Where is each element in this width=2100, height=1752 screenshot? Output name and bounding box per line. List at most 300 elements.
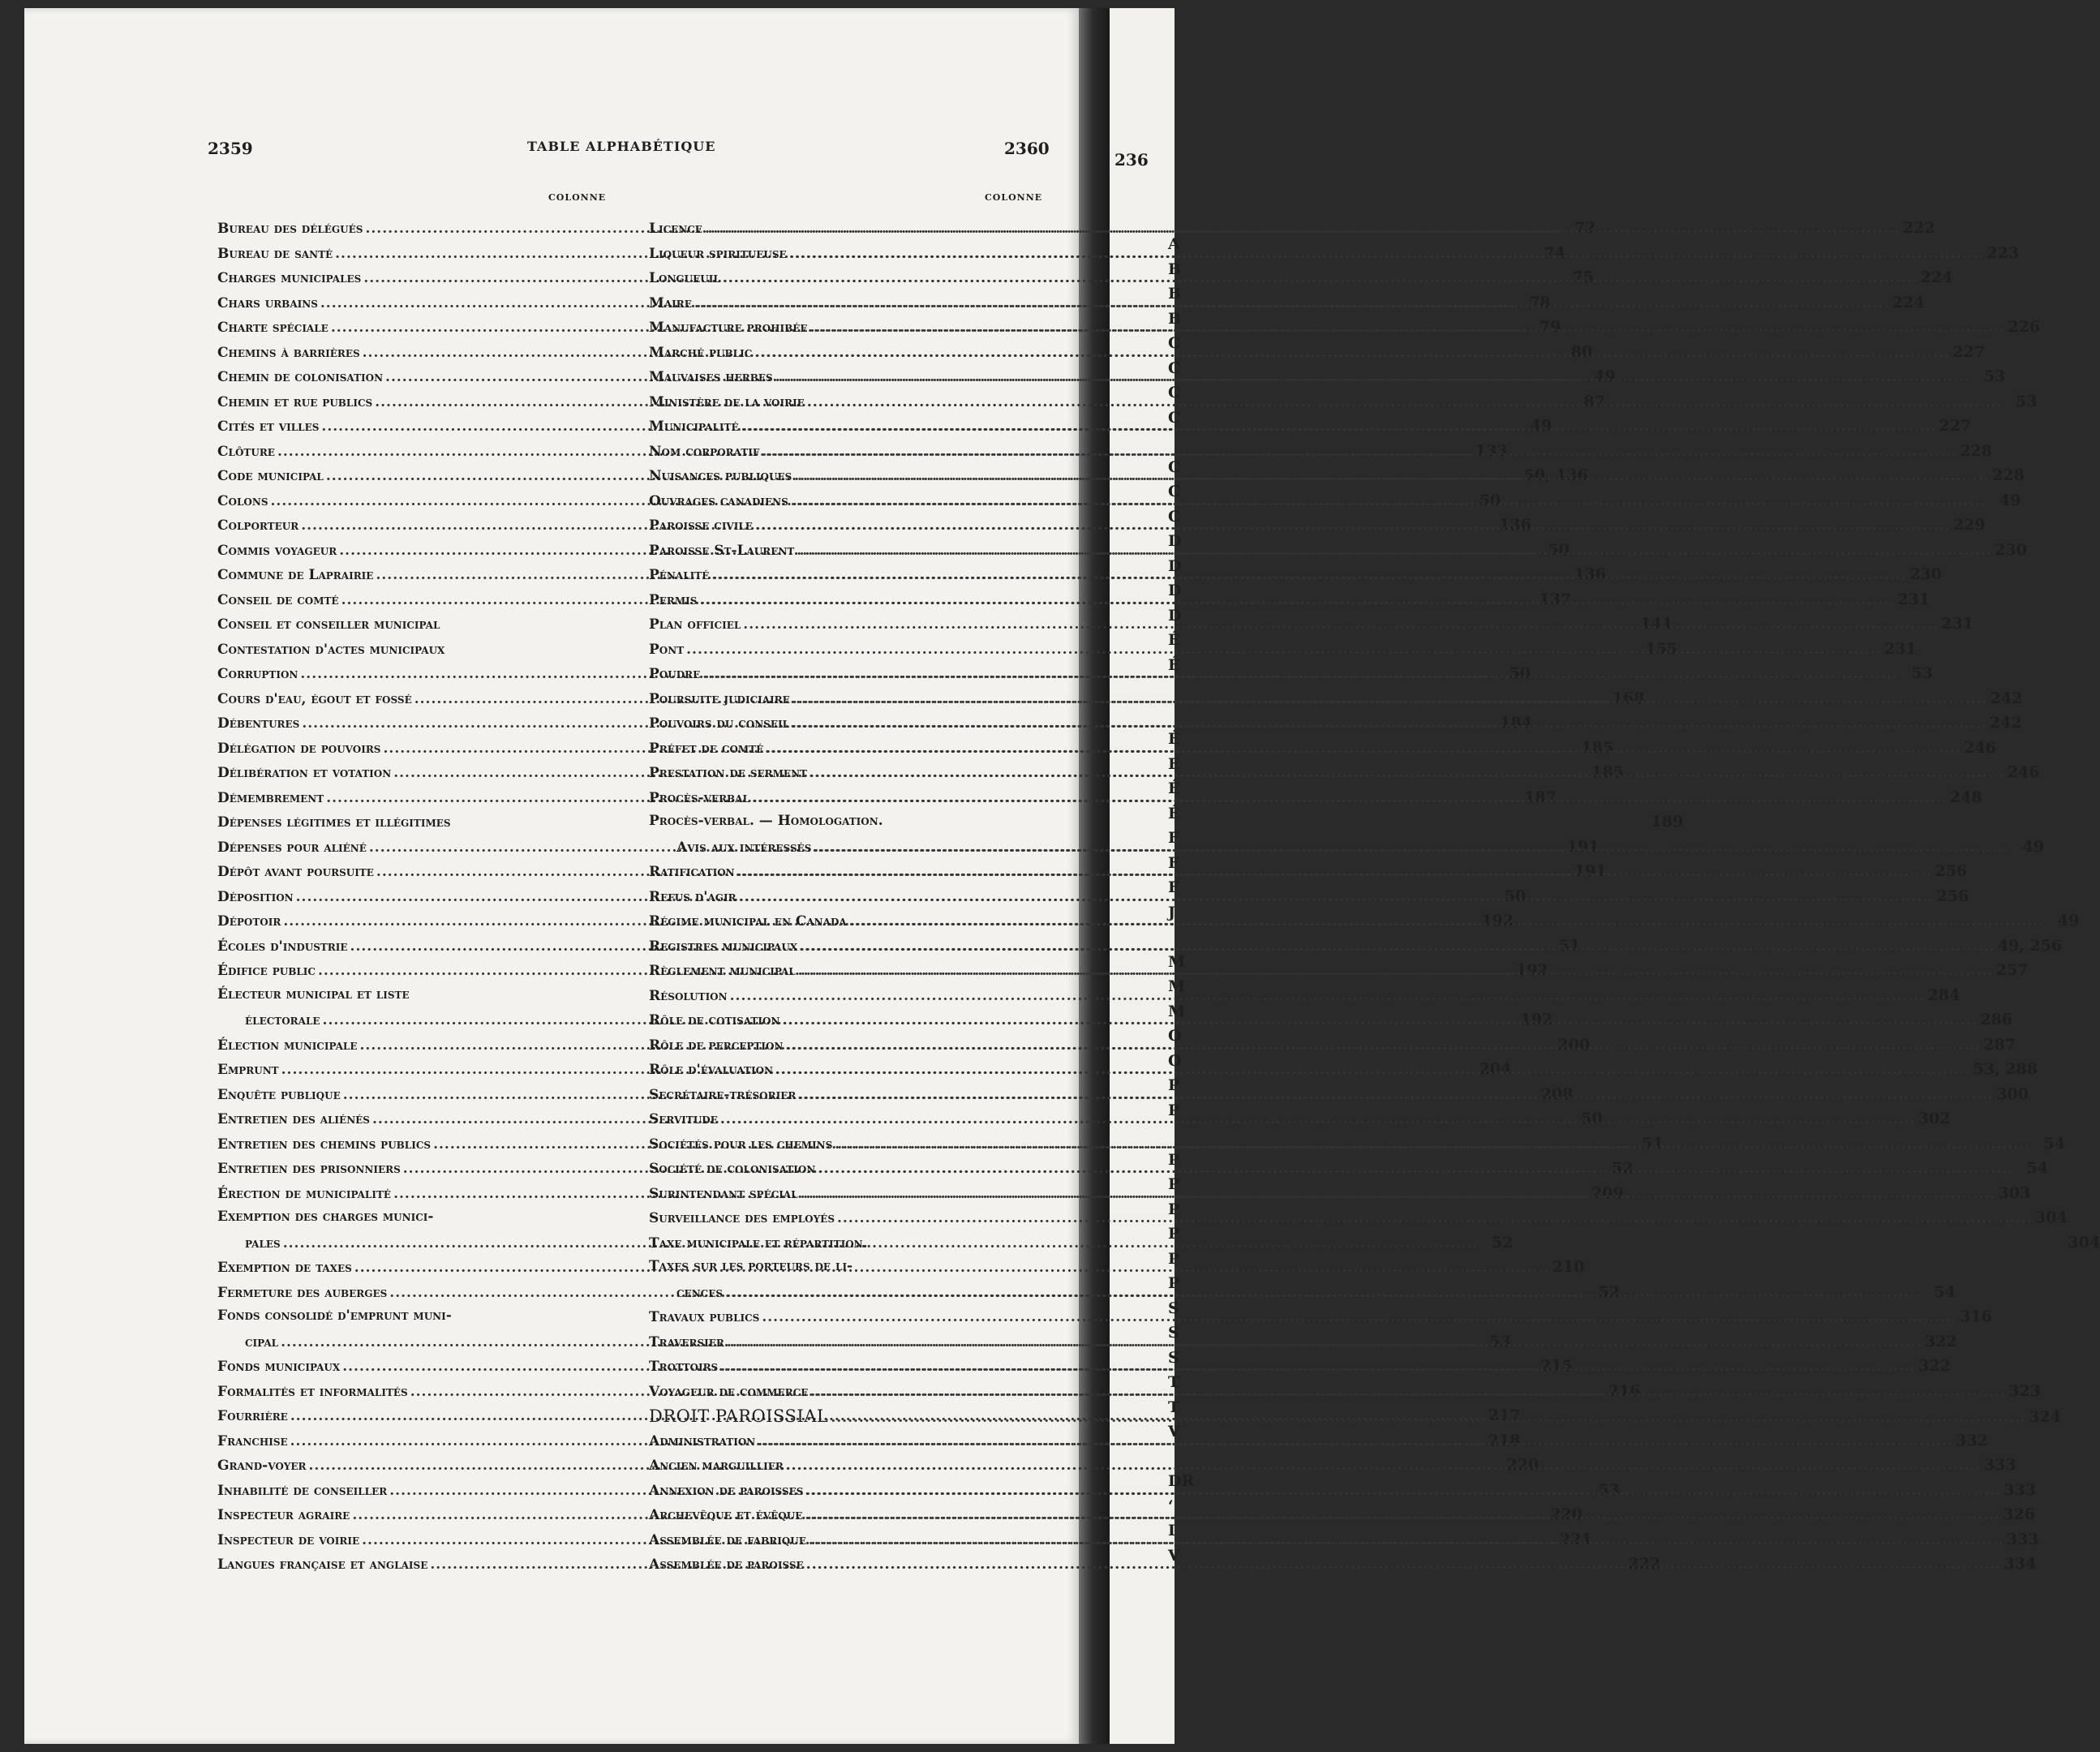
entry-column-number: 208 [1540, 1084, 1574, 1103]
entry-column-number: 304 [2068, 1233, 2100, 1252]
next-page-initial: O [1168, 1051, 1182, 1070]
entry-label: Débentures [217, 715, 300, 732]
leader-dots [798, 1084, 1994, 1103]
entry-column-number: 136 [1574, 565, 1607, 583]
next-page-initial: C [1168, 483, 1181, 500]
entry-column-number: 49, 256 [1997, 936, 2063, 955]
entry-column-number: 231 [1897, 590, 1930, 608]
next-page-initial: C [1168, 334, 1181, 352]
entry-label: Écoles d'industrie [217, 938, 348, 955]
entry-column-number: 78 [1529, 293, 1551, 311]
next-page-initial: C [1168, 384, 1181, 402]
entry-label: Administration [649, 1432, 756, 1449]
entry-label: Ratification [649, 864, 735, 880]
entry-column-number: 302 [1917, 1110, 1951, 1127]
entry-column-number: 53, 288 [1973, 1060, 2038, 1078]
entry-column-number: 191 [1574, 862, 1607, 880]
entry-label: Chemin de colonisation [217, 369, 384, 385]
entry-column-number: 221 [1560, 1530, 1592, 1548]
entry-column-number: 256 [1935, 862, 1968, 880]
entry-label: Conseil de comté [217, 591, 339, 608]
entry-column-number: 185 [1581, 738, 1614, 757]
entry-label: Refus d'agir [649, 888, 737, 905]
entry-column-number: 304 [2034, 1209, 2068, 1226]
entry-column-number: 303 [1998, 1183, 2031, 1202]
entry-column-number: 155 [1645, 639, 1678, 658]
entry-column-number: 300 [1996, 1084, 2029, 1103]
entry-label: Démembrement [217, 789, 324, 806]
index-entry [649, 1209, 2068, 1234]
entry-label: Règlement municipal [649, 963, 796, 979]
entry-label: électorale [245, 1012, 320, 1028]
next-page-initial: É [1168, 779, 1180, 797]
leader-dots [785, 1037, 1981, 1054]
leader-dots [727, 1334, 1922, 1350]
entry-column-number: 52 [1611, 1159, 1634, 1177]
index-entry [649, 1308, 1992, 1333]
entry-column-number: 333 [2006, 1530, 2039, 1548]
leader-dots [818, 1161, 2013, 1177]
entry-column-number: 141 [1640, 615, 1673, 633]
next-page-initial: É [1168, 655, 1180, 674]
entry-label: Dépenses légitimes et illégitimes [217, 814, 451, 831]
leader-dots [752, 790, 1948, 806]
leader-dots [766, 738, 1961, 757]
entry-label: Archevêque et évêque [649, 1507, 803, 1523]
entry-column-number: 227 [1952, 342, 1985, 361]
entry-label: Entretien des aliénés [217, 1111, 370, 1127]
entry-label: Registres municipaux [649, 938, 798, 955]
entry-label: Résolution [649, 987, 728, 1004]
leader-dots [789, 243, 1985, 262]
entry-label: Paroisse St-Laurent [649, 542, 795, 559]
next-page-initial: P [1168, 1249, 1180, 1268]
entry-label: Ancien marguillier [649, 1458, 784, 1474]
entry-label: Cours d'eau, égout et fossé [217, 690, 412, 707]
entry-column-number: 209 [1591, 1183, 1624, 1202]
entry-label: Mauvaises herbes [649, 369, 773, 385]
next-page-initial: B [1168, 260, 1182, 278]
entry-label: Chemin et rue publics [217, 393, 373, 410]
entry-column-number: 224 [1892, 293, 1925, 311]
entry-column-number: 189 [1651, 813, 1684, 831]
entry-label: Exemption des charges munici- [217, 1209, 434, 1225]
next-page-initial: P [1168, 1200, 1180, 1218]
entry-column-number: 222 [1628, 1555, 1660, 1573]
next-page-initial: P [1168, 1101, 1180, 1119]
next-page-initial: I [1168, 1522, 1175, 1539]
entry-label: Conseil et conseiller municipal [217, 616, 440, 633]
entry-label: Trottoirs [649, 1359, 719, 1375]
entry-column-number: 72 [1574, 219, 1596, 237]
entry-column-number: 215 [1540, 1357, 1573, 1375]
entry-label: Corruption [217, 666, 298, 682]
next-page-initial: C [1168, 457, 1181, 476]
entry-column-number: 49 [2057, 912, 2080, 930]
entry-column-number: 136 [1499, 516, 1531, 534]
next-page-initial: V [1168, 1546, 1180, 1565]
entry-column-number: 248 [1949, 788, 1982, 806]
entry-label: Inhabilité de conseiller [217, 1482, 388, 1499]
entry-label: Pont [649, 641, 685, 658]
next-page-initial: D [1168, 556, 1182, 575]
entry-column-number: 333 [2003, 1480, 2037, 1499]
next-page-initial: B [1168, 309, 1182, 328]
entry-column-number: 286 [1980, 1011, 2013, 1028]
index-entry [649, 986, 1960, 1011]
next-page-initial: C [1168, 408, 1181, 427]
entry-label: Sociétés pour les chemins [649, 1136, 833, 1153]
entry-label: Bureau des délégués [217, 221, 363, 237]
entry-column-number: 217 [1488, 1406, 1521, 1424]
entry-label: Fonds consolidé d'emprunt muni- [217, 1308, 452, 1324]
next-page-initial: ‘ [1168, 1496, 1174, 1515]
leader-dots [786, 1458, 1982, 1474]
entry-column-number: 192 [1515, 961, 1548, 979]
entry-label: Plan officiel [649, 616, 741, 633]
entry-column-number: 52 [1598, 1282, 1620, 1301]
entry-label: Paroisse civile [649, 517, 753, 534]
entry-label: Chars urbains [217, 294, 318, 311]
entry-column-number: 242 [1990, 714, 2022, 732]
next-page-initial: F [1168, 829, 1179, 847]
entry-label: Manufacture prohibée [649, 320, 808, 336]
entry-column-number: 326 [2003, 1505, 2035, 1523]
next-page-initial: P [1168, 1225, 1180, 1243]
index-entry [649, 813, 1048, 838]
leader-dots [743, 616, 1939, 633]
entry-label: Maire [649, 294, 692, 311]
entry-column-number: 49 [2022, 837, 2045, 856]
entry-label: Franchise [217, 1432, 288, 1449]
entry-label: Dépenses pour aliéné [217, 839, 367, 856]
next-page-initial: D [1168, 532, 1182, 550]
entry-column-number: 49 [1530, 417, 1552, 435]
entry-label: Licence [649, 221, 702, 237]
entry-label: Charte spéciale [217, 320, 329, 336]
entry-column-number: 257 [1995, 961, 2029, 979]
next-page-initial: E [1168, 754, 1180, 773]
entry-label: Contestation d'actes municipaux [217, 641, 445, 658]
next-page-initial: DR [1168, 1472, 1195, 1490]
entry-label: Permis [649, 591, 698, 608]
entry-column-number: 322 [1918, 1357, 1951, 1375]
index-entry [217, 1209, 615, 1234]
leader-dots [794, 468, 1990, 484]
right-page-number: 2360 [1004, 139, 1050, 158]
entry-label: Traversier [649, 1333, 724, 1350]
next-page-initial: B [1168, 285, 1182, 303]
entry-column-number: 256 [1936, 887, 1969, 905]
entry-column-number: 192 [1481, 912, 1514, 930]
entry-column-number: 216 [1608, 1381, 1641, 1400]
column-label-left: COLONNE [548, 192, 607, 203]
leader-dots [699, 592, 1895, 608]
entry-label: Charges municipales [217, 270, 362, 286]
leader-dots [806, 1557, 2002, 1573]
entry-label: Érection de municipalité [217, 1185, 392, 1202]
index-entry [217, 1308, 615, 1333]
leader-dots [720, 1111, 1916, 1127]
entry-column-number: 324 [2029, 1408, 2061, 1426]
next-page-initial: T [1168, 1373, 1180, 1391]
leader-dots [807, 394, 2003, 410]
entry-label: Bureau de santé [217, 245, 333, 262]
next-page-initial: F [1168, 853, 1179, 872]
entry-label: cipal [245, 1333, 279, 1350]
entry-label: Secrétaire-trésorier [649, 1086, 797, 1103]
next-page-initial: C [1168, 359, 1181, 377]
next-page-initial: P [1168, 1150, 1180, 1169]
next-page-initial: J [1168, 903, 1175, 921]
leader-dots [754, 342, 1950, 361]
next-page-initial: V [1168, 1423, 1180, 1441]
entry-label: Clôture [217, 443, 275, 460]
entry-label: DROIT PAROISSIAL [649, 1406, 829, 1426]
entry-label: Grand-voyer [217, 1458, 307, 1474]
leader-dots [739, 889, 1935, 905]
entry-label: Inspecteur de voirie [217, 1531, 360, 1548]
entry-label: Déposition [217, 888, 294, 905]
entry-label: Ministère de la voirie [649, 393, 805, 410]
entry-column-number: 53 [2016, 392, 2038, 410]
leader-dots [702, 666, 1898, 682]
leader-dots [801, 1183, 1996, 1202]
entry-label: Nom corporatif [649, 443, 760, 460]
entry-column-number: 53 [1489, 1332, 1511, 1350]
entry-label: Dépotoir [217, 913, 281, 930]
leader-dots [800, 938, 1995, 955]
page-title: TABLE ALPHABÉTIQUE [527, 139, 716, 154]
entry-label: Procès-verbal. — Homologation. [649, 813, 883, 829]
entry-label: Entretien des prisonniers [217, 1161, 401, 1177]
entry-column-number: 51 [1558, 936, 1581, 955]
entry-label: Délégation de pouvoirs [217, 740, 381, 757]
next-page-initial: A [1168, 235, 1180, 253]
entry-column-number: 322 [1924, 1332, 1957, 1350]
entry-column-number: 191 [1566, 837, 1600, 856]
entry-label: Commis voyageur [217, 542, 337, 559]
leader-dots [792, 691, 1988, 707]
entry-column-number: 74 [1544, 243, 1565, 262]
entry-label: Fonds municipaux [217, 1359, 341, 1375]
entry-column-number: 284 [1927, 986, 1960, 1004]
entry-label: Électeur municipal et liste [217, 986, 410, 1003]
leader-dots [737, 864, 1933, 880]
entry-label: Procès-verbal [649, 789, 749, 806]
next-page-initial: É [1168, 730, 1180, 748]
entry-column-number: 220 [1506, 1456, 1540, 1474]
entry-column-number: 79 [1540, 318, 1561, 336]
index-entry [217, 986, 615, 1011]
entry-column-number: 231 [1941, 615, 1973, 633]
next-page-initial: D [1168, 582, 1182, 599]
next-page-initial: T [1168, 1398, 1180, 1416]
entry-label: Délibération et votation [217, 765, 392, 781]
entry-label: cences [676, 1284, 724, 1301]
entry-label: Assemblée de fabrique [649, 1531, 806, 1548]
next-page-initial: M [1168, 1002, 1186, 1020]
entry-column-number: 184 [1500, 714, 1532, 732]
entry-column-number: 228 [1992, 466, 2025, 484]
entry-label: Élection municipale [217, 1037, 358, 1054]
entry-column-number: 246 [2007, 763, 2040, 781]
leader-dots [723, 270, 1918, 286]
entry-label: Commune de Laprairie [217, 567, 374, 583]
leader-dots [711, 567, 1907, 583]
next-page-initial: F [1168, 878, 1179, 896]
entry-column-number: 75 [1572, 268, 1594, 286]
entry-label: Taxes sur les porteurs de li- [649, 1258, 853, 1274]
entry-label: Pénalité [649, 567, 710, 583]
entry-column-number: 222 [1902, 219, 1935, 237]
entry-label: Travaux publics [649, 1309, 760, 1325]
entry-column-number: 133 [1475, 441, 1508, 460]
entry-label: Assemblée de paroisse [649, 1557, 804, 1573]
entry-column-number: 230 [1995, 540, 2027, 559]
entry-label: Édifice public [217, 963, 316, 979]
entry-column-number: 192 [1520, 1011, 1553, 1028]
entry-column-number: 49 [1594, 367, 1616, 385]
leader-dots [849, 913, 2045, 930]
entry-column-number: 246 [1964, 738, 1996, 757]
entry-column-number: 50 [1504, 887, 1527, 905]
leader-dots [791, 493, 1986, 509]
entry-label: Annexion de paroisses [649, 1482, 804, 1499]
leader-dots [694, 295, 1890, 311]
entry-label: Ouvrages canadiens [649, 492, 788, 509]
next-page-initial: P [1168, 1274, 1180, 1292]
leader-dots [758, 1433, 1953, 1449]
entry-column-number: 53 [1983, 367, 2006, 385]
entry-label: Dépôt avant poursuite [217, 864, 374, 880]
entry-column-number: 87 [1583, 392, 1605, 410]
entry-column-number: 227 [1939, 417, 1972, 435]
entry-column-number: 210 [1552, 1258, 1585, 1276]
next-page-initial: M [1168, 977, 1186, 995]
leader-dots [831, 1410, 2026, 1426]
entry-label: Avis aux intéressés [676, 839, 812, 856]
entry-column-number: 51 [1642, 1134, 1664, 1153]
next-page-initial: S [1168, 1299, 1179, 1317]
leader-dots [792, 715, 1987, 732]
next-page-initial: P [1168, 1175, 1180, 1193]
entry-column-number: 220 [1550, 1505, 1583, 1523]
entry-column-number: 187 [1524, 788, 1557, 806]
next-page-initial: M [1168, 952, 1186, 971]
next-page-initial: O [1168, 1027, 1182, 1045]
entry-label: Rôle de cotisation [649, 1012, 780, 1028]
entry-column-number: 200 [1557, 1035, 1591, 1054]
entry-label: Cités et villes [217, 419, 320, 435]
leader-dots [725, 1282, 1921, 1301]
entry-label: Surveillance des employés [649, 1210, 835, 1226]
leader-dots [814, 837, 2009, 856]
next-page-initial: D [1168, 606, 1182, 625]
next-page-initial: S [1168, 1324, 1179, 1342]
entry-column-number: 332 [1956, 1431, 1988, 1449]
entry-column-number: 50 [1548, 540, 1570, 559]
entry-label: Colporteur [217, 517, 299, 534]
entry-column-number: 226 [2008, 318, 2041, 336]
entry-label: Code municipal [217, 468, 324, 484]
entry-label: Régime municipal en Canada [649, 913, 847, 930]
entry-column-number: 228 [1960, 441, 1992, 460]
entry-column-number: 218 [1488, 1431, 1521, 1449]
entry-label: Pouvoirs du conseil [649, 715, 790, 732]
entry-column-number: 54 [1934, 1282, 1956, 1301]
left-page-number: 2359 [208, 139, 253, 158]
entry-label: Exemption de taxes [217, 1260, 352, 1276]
entry-label: Fourrière [217, 1408, 288, 1424]
index-entry [649, 1258, 1048, 1283]
next-page-initial: É [1168, 631, 1180, 649]
entry-label: Longueuil [649, 270, 720, 286]
entry-column-number: 223 [1986, 243, 2020, 262]
entry-label: Société de colonisation [649, 1161, 816, 1177]
entry-column-number: 334 [2003, 1555, 2037, 1573]
entry-label: Poudre [649, 666, 701, 682]
leader-dots [810, 1381, 2006, 1400]
entry-label: Municipalité [649, 419, 739, 435]
entry-column-number: 53 [1598, 1480, 1620, 1499]
entry-column-number: 50 [1581, 1110, 1603, 1127]
entry-column-number: 333 [1983, 1456, 2016, 1474]
entry-column-number: 54 [2043, 1134, 2065, 1153]
entry-label: Rôle d'évaluation [649, 1062, 774, 1078]
leader-dots [837, 1210, 2033, 1226]
entry-column-number: 287 [1983, 1035, 2016, 1054]
leader-dots [797, 540, 1992, 559]
entry-label: Taxe municipale et répartition. [649, 1235, 868, 1252]
entry-label: Enquête publique [217, 1086, 341, 1103]
entry-label: Inspecteur agraire [217, 1507, 350, 1523]
entry-column-number: 231 [1884, 639, 1917, 658]
leader-dots [810, 320, 2006, 336]
entry-label: Servitude [649, 1111, 718, 1127]
entry-label: Surintendant spécial [649, 1185, 798, 1202]
entry-column-number: 50, 136 [1523, 466, 1588, 484]
entry-label: Emprunt [217, 1062, 279, 1078]
entry-label: Préfet de comté [649, 740, 764, 757]
entry-label: Marché public [649, 344, 753, 361]
entry-label: Voyageur de commerce [649, 1383, 809, 1400]
entry-label: Prestation de serment [649, 765, 807, 781]
leader-dots [810, 765, 2005, 781]
leader-dots [755, 517, 1951, 534]
entry-column-number: 204 [1479, 1060, 1512, 1078]
next-page-initial: É [1168, 804, 1180, 822]
next-page-initial: C [1168, 507, 1181, 526]
entry-column-number: 50 [1479, 491, 1501, 509]
entry-column-number: 137 [1539, 590, 1572, 608]
leader-dots [762, 441, 1957, 460]
entry-label: Fermeture des auberges [217, 1284, 388, 1301]
entry-label: pales [245, 1235, 281, 1252]
leader-dots [782, 1012, 1978, 1028]
entry-label: Formalités et informalités [217, 1383, 408, 1400]
next-page-number: 236 [1114, 150, 1149, 170]
entry-column-number: 224 [1920, 268, 1953, 286]
entry-column-number: 185 [1591, 763, 1624, 781]
entry-column-number: 323 [2008, 1381, 2042, 1400]
entry-label: Nuisances publiques [649, 468, 792, 484]
entry-label: Langues française et anglaise [217, 1557, 428, 1573]
entry-label: Poursuite judiciaire [649, 690, 790, 707]
entry-column-number: 50 [1509, 664, 1531, 682]
entry-column-number: 54 [2026, 1159, 2048, 1177]
leader-dots [798, 963, 1994, 979]
